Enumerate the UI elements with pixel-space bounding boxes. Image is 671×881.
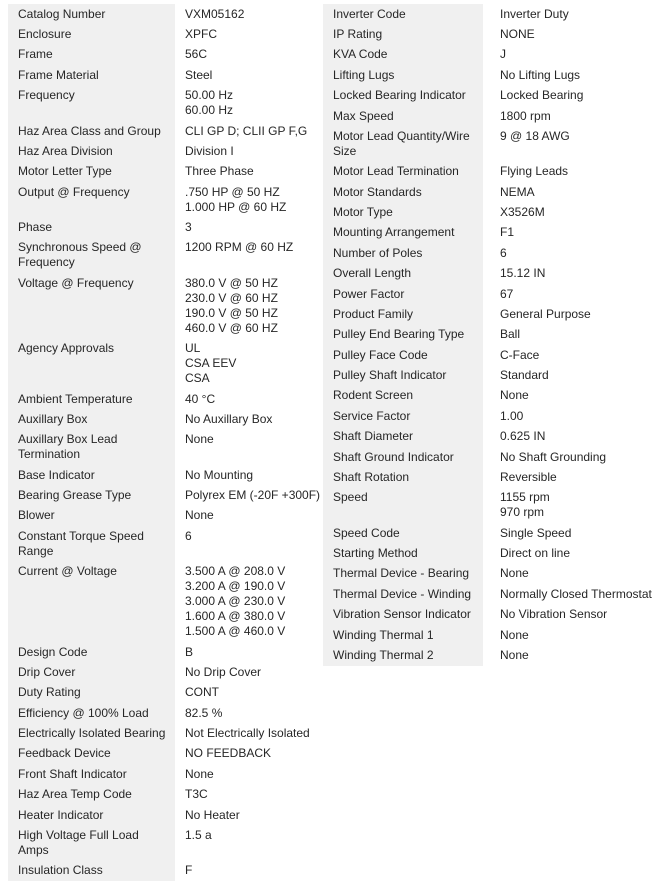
- spec-label: Shaft Ground Indicator: [323, 447, 483, 467]
- spec-label: Shaft Diameter: [323, 427, 483, 447]
- spec-label: High Voltage Full Load Amps: [8, 825, 175, 860]
- spec-row: [323, 223, 662, 243]
- spec-value-line: Reversible: [500, 469, 557, 484]
- spec-label: Winding Thermal 2: [323, 645, 483, 665]
- spec-label: Inverter Code: [323, 4, 483, 24]
- spec-value: [175, 506, 321, 526]
- spec-value: [483, 564, 662, 584]
- spec-label: Motor Type: [323, 202, 483, 222]
- spec-row: [323, 543, 662, 563]
- spec-value-line: 40 °C: [185, 391, 216, 406]
- spec-value-line: 1.5 a: [185, 827, 212, 842]
- spec-value-line: 0.625 IN: [500, 429, 546, 444]
- spec-value-line: 3.500 A @ 208.0 V: [185, 564, 286, 579]
- spec-value-line: 3: [185, 220, 192, 235]
- spec-row: [8, 141, 321, 161]
- spec-label: Frame: [8, 45, 175, 65]
- spec-label: Locked Bearing Indicator: [323, 86, 483, 106]
- spec-value: [175, 723, 321, 743]
- spec-row: [323, 4, 662, 24]
- spec-value: [483, 45, 662, 65]
- spec-value-line: 3.000 A @ 230.0 V: [185, 594, 286, 609]
- spec-label: Electrically Isolated Bearing: [8, 723, 175, 743]
- spec-label: Design Code: [8, 642, 175, 662]
- spec-value-line: .750 HP @ 50 HZ: [185, 184, 280, 199]
- spec-row: [8, 506, 321, 526]
- spec-value-line: 6: [185, 528, 192, 543]
- spec-value: [175, 217, 321, 237]
- spec-value-line: Direct on line: [500, 546, 571, 561]
- spec-label: Motor Standards: [323, 182, 483, 202]
- spec-value-line: Division I: [185, 143, 234, 158]
- spec-row: [323, 427, 662, 447]
- spec-label: Synchronous Speed @ Frequency: [8, 238, 175, 273]
- spec-value: [483, 427, 662, 447]
- spec-value-line: None: [500, 647, 529, 662]
- spec-value-line: No Lifting Lugs: [500, 67, 581, 82]
- spec-value: [483, 202, 662, 222]
- spec-row: [8, 662, 321, 682]
- spec-row: [323, 182, 662, 202]
- spec-row: [323, 406, 662, 426]
- spec-row: [8, 562, 321, 642]
- spec-label: Constant Torque Speed Range: [8, 526, 175, 561]
- spec-label: Frame Material: [8, 65, 175, 85]
- spec-value: [175, 526, 321, 561]
- spec-label: Pulley Shaft Indicator: [323, 365, 483, 385]
- spec-value-line: None: [500, 627, 529, 642]
- spec-value-line: UL: [185, 341, 201, 356]
- spec-label: Mounting Arrangement: [323, 223, 483, 243]
- spec-label: Voltage @ Frequency: [8, 273, 175, 338]
- spec-label: Number of Poles: [323, 243, 483, 263]
- spec-label: Motor Lead Termination: [323, 162, 483, 182]
- spec-label: Efficiency @ 100% Load: [8, 703, 175, 723]
- spec-value-line: 3.200 A @ 190.0 V: [185, 579, 286, 594]
- spec-value: [483, 345, 662, 365]
- spec-value: [483, 182, 662, 202]
- spec-value: [175, 861, 321, 881]
- spec-value: [175, 562, 321, 642]
- spec-label: Drip Cover: [8, 662, 175, 682]
- spec-row: [323, 202, 662, 222]
- spec-value-line: No Shaft Grounding: [500, 449, 607, 464]
- spec-value-line: None: [185, 766, 214, 781]
- spec-label: Max Speed: [323, 106, 483, 126]
- spec-row: [323, 386, 662, 406]
- spec-value: [175, 683, 321, 703]
- spec-value: [175, 162, 321, 182]
- spec-row: [8, 238, 321, 273]
- spec-row: [8, 86, 321, 121]
- spec-label: Auxillary Box Lead Termination: [8, 430, 175, 465]
- spec-row: [8, 785, 321, 805]
- spec-label: Haz Area Class and Group: [8, 121, 175, 141]
- spec-value: [175, 825, 321, 860]
- spec-row: [8, 805, 321, 825]
- spec-value-line: Inverter Duty: [500, 6, 569, 21]
- spec-label: Motor Letter Type: [8, 162, 175, 182]
- spec-value: [483, 4, 662, 24]
- spec-value-line: No Drip Cover: [185, 664, 262, 679]
- spec-value: [175, 65, 321, 85]
- spec-value: [175, 703, 321, 723]
- spec-value-line: 1.500 A @ 460.0 V: [185, 624, 286, 639]
- spec-value: [483, 223, 662, 243]
- spec-value-line: No Vibration Sensor: [500, 607, 608, 622]
- spec-label: Overall Length: [323, 264, 483, 284]
- spec-value-line: 9 @ 18 AWG: [500, 128, 570, 143]
- spec-row: [323, 365, 662, 385]
- spec-value-line: Three Phase: [185, 164, 254, 179]
- spec-row: [8, 121, 321, 141]
- spec-value-line: 1.000 HP @ 60 HZ: [185, 199, 287, 214]
- spec-value-line: 67: [500, 286, 514, 301]
- spec-row: [323, 45, 662, 65]
- spec-value-line: 1.00: [500, 408, 524, 423]
- spec-value: [175, 121, 321, 141]
- spec-row: [323, 584, 662, 604]
- spec-value: [175, 86, 321, 121]
- spec-value-line: Flying Leads: [500, 164, 569, 179]
- spec-value-line: 1155 rpm: [500, 490, 550, 505]
- spec-value: [483, 325, 662, 345]
- spec-value: [483, 243, 662, 263]
- spec-value-line: XPFC: [185, 27, 218, 42]
- spec-value: [175, 409, 321, 429]
- spec-value-line: F1: [500, 225, 515, 240]
- spec-value-line: VXM05162: [185, 6, 245, 21]
- spec-value-line: Not Electrically Isolated: [185, 726, 310, 741]
- spec-row: [323, 284, 662, 304]
- spec-value: [483, 106, 662, 126]
- spec-value: [483, 365, 662, 385]
- spec-value: [483, 488, 662, 523]
- spec-row: [323, 86, 662, 106]
- spec-label: Ambient Temperature: [8, 389, 175, 409]
- spec-value-line: 1.600 A @ 380.0 V: [185, 609, 286, 624]
- spec-label: Thermal Device - Winding: [323, 584, 483, 604]
- spec-row: [8, 339, 321, 389]
- spec-value: [175, 182, 321, 217]
- spec-row: [323, 304, 662, 324]
- spec-label: Speed Code: [323, 523, 483, 543]
- spec-label: Current @ Voltage: [8, 562, 175, 642]
- spec-value: [175, 339, 321, 389]
- spec-row: [323, 345, 662, 365]
- spec-value-line: C-Face: [500, 347, 540, 362]
- spec-label: Vibration Sensor Indicator: [323, 605, 483, 625]
- spec-row: [323, 162, 662, 182]
- spec-row: [323, 564, 662, 584]
- spec-label: KVA Code: [323, 45, 483, 65]
- spec-value-line: 380.0 V @ 50 HZ: [185, 275, 278, 290]
- spec-row: [323, 523, 662, 543]
- spec-value-line: 1200 RPM @ 60 HZ: [185, 240, 294, 255]
- spec-label: Blower: [8, 506, 175, 526]
- spec-value: [175, 389, 321, 409]
- spec-value: [175, 642, 321, 662]
- spec-value-line: No Mounting: [185, 467, 254, 482]
- spec-label: Duty Rating: [8, 683, 175, 703]
- spec-label: Power Factor: [323, 284, 483, 304]
- spec-label: Lifting Lugs: [323, 65, 483, 85]
- spec-value: [483, 264, 662, 284]
- spec-value-line: General Purpose: [500, 306, 591, 321]
- spec-label: Catalog Number: [8, 4, 175, 24]
- spec-label: Motor Lead Quantity/Wire Size: [323, 126, 483, 161]
- spec-value-line: NO FEEDBACK: [185, 746, 272, 761]
- spec-label: IP Rating: [323, 24, 483, 44]
- spec-value: [483, 625, 662, 645]
- spec-value: [175, 485, 321, 505]
- spec-row: [8, 703, 321, 723]
- spec-value: [175, 744, 321, 764]
- spec-value-line: Standard: [500, 368, 549, 383]
- spec-value: [175, 805, 321, 825]
- spec-row: [8, 4, 321, 24]
- spec-row: [323, 243, 662, 263]
- spec-value-line: B: [185, 644, 194, 659]
- spec-value-line: CSA EEV: [185, 356, 237, 371]
- spec-label: Heater Indicator: [8, 805, 175, 825]
- spec-row: [323, 264, 662, 284]
- spec-row: [8, 409, 321, 429]
- spec-row: [8, 162, 321, 182]
- spec-row: [8, 430, 321, 465]
- spec-table-right: [323, 4, 662, 666]
- spec-value-line: F: [185, 863, 193, 878]
- spec-row: [8, 65, 321, 85]
- spec-value: [483, 605, 662, 625]
- spec-value-line: 50.00 Hz: [185, 88, 234, 103]
- spec-value: [483, 86, 662, 106]
- spec-row: [323, 325, 662, 345]
- spec-value-line: No Auxillary Box: [185, 411, 273, 426]
- spec-label: Haz Area Temp Code: [8, 785, 175, 805]
- spec-value-line: Polyrex EM (-20F +300F): [185, 488, 321, 503]
- spec-row: [8, 485, 321, 505]
- spec-value-line: 970 rpm: [500, 505, 545, 520]
- spec-label: Starting Method: [323, 543, 483, 563]
- spec-value: [483, 543, 662, 563]
- spec-value: [483, 126, 662, 161]
- spec-row: [8, 389, 321, 409]
- spec-value-line: Ball: [500, 327, 521, 342]
- spec-value: [175, 662, 321, 682]
- spec-label: Pulley Face Code: [323, 345, 483, 365]
- spec-value: [483, 467, 662, 487]
- spec-value-line: Single Speed: [500, 525, 572, 540]
- spec-row: [323, 625, 662, 645]
- spec-value: [483, 386, 662, 406]
- spec-label: Pulley End Bearing Type: [323, 325, 483, 345]
- spec-value-line: None: [500, 566, 529, 581]
- spec-value-line: 190.0 V @ 50 HZ: [185, 305, 278, 320]
- spec-label: Enclosure: [8, 24, 175, 44]
- spec-row: [323, 488, 662, 523]
- spec-value-line: CLI GP D; CLII GP F,G: [185, 123, 308, 138]
- spec-row: [323, 447, 662, 467]
- spec-label: Agency Approvals: [8, 339, 175, 389]
- spec-value-line: 56C: [185, 47, 208, 62]
- spec-value-line: 15.12 IN: [500, 266, 546, 281]
- spec-value: [483, 645, 662, 665]
- spec-label: Service Factor: [323, 406, 483, 426]
- spec-value: [483, 162, 662, 182]
- spec-value: [175, 764, 321, 784]
- spec-value-line: Locked Bearing: [500, 88, 584, 103]
- spec-label: Feedback Device: [8, 744, 175, 764]
- spec-row: [323, 65, 662, 85]
- spec-label: Haz Area Division: [8, 141, 175, 161]
- spec-value-line: None: [185, 432, 214, 447]
- spec-row: [323, 126, 662, 161]
- spec-value: [175, 24, 321, 44]
- spec-label: Shaft Rotation: [323, 467, 483, 487]
- spec-table-left: [8, 4, 321, 881]
- spec-label: Auxillary Box: [8, 409, 175, 429]
- spec-row: [8, 764, 321, 784]
- spec-row: [323, 467, 662, 487]
- spec-label: Front Shaft Indicator: [8, 764, 175, 784]
- spec-value: [175, 465, 321, 485]
- spec-value: [483, 304, 662, 324]
- spec-value: [483, 523, 662, 543]
- spec-value-line: No Heater: [185, 807, 240, 822]
- spec-label: Winding Thermal 1: [323, 625, 483, 645]
- spec-row: [8, 526, 321, 561]
- spec-label: Frequency: [8, 86, 175, 121]
- spec-value: [483, 584, 662, 604]
- spec-value-line: T3C: [185, 787, 208, 802]
- spec-value: [483, 406, 662, 426]
- spec-label: Rodent Screen: [323, 386, 483, 406]
- spec-value-line: 82.5 %: [185, 705, 223, 720]
- spec-value: [483, 24, 662, 44]
- spec-row: [8, 723, 321, 743]
- spec-value-line: Steel: [185, 67, 213, 82]
- spec-row: [8, 744, 321, 764]
- spec-value-line: 60.00 Hz: [185, 103, 234, 118]
- spec-value-line: None: [185, 508, 214, 523]
- spec-label: Base Indicator: [8, 465, 175, 485]
- spec-row: [8, 825, 321, 860]
- spec-value-line: NEMA: [500, 184, 535, 199]
- spec-value-line: NONE: [500, 27, 535, 42]
- spec-value-line: CONT: [185, 685, 219, 700]
- spec-row: [8, 683, 321, 703]
- spec-value: [483, 447, 662, 467]
- spec-row: [323, 24, 662, 44]
- spec-value: [175, 4, 321, 24]
- spec-value-line: 230.0 V @ 60 HZ: [185, 290, 278, 305]
- spec-row: [323, 605, 662, 625]
- spec-label: Product Family: [323, 304, 483, 324]
- spec-row: [8, 24, 321, 44]
- spec-value: [175, 45, 321, 65]
- spec-label: Bearing Grease Type: [8, 485, 175, 505]
- spec-value-line: CSA: [185, 371, 210, 386]
- spec-label: Phase: [8, 217, 175, 237]
- spec-value: [175, 238, 321, 273]
- spec-label: Insulation Class: [8, 861, 175, 881]
- spec-row: [8, 217, 321, 237]
- spec-row: [8, 642, 321, 662]
- spec-row: [323, 106, 662, 126]
- spec-value-line: Normally Closed Thermostat: [500, 586, 652, 601]
- spec-value: [483, 284, 662, 304]
- spec-value-line: 6: [500, 245, 507, 260]
- spec-value: [175, 141, 321, 161]
- spec-row: [8, 465, 321, 485]
- spec-value-line: None: [500, 388, 529, 403]
- spec-value: [175, 273, 321, 338]
- spec-row: [8, 182, 321, 217]
- spec-value-line: 1800 rpm: [500, 108, 551, 123]
- spec-value-line: 460.0 V @ 60 HZ: [185, 320, 278, 335]
- spec-row: [8, 45, 321, 65]
- spec-value: [483, 65, 662, 85]
- spec-row: [8, 273, 321, 338]
- spec-label: Thermal Device - Bearing: [323, 564, 483, 584]
- spec-value-line: X3526M: [500, 205, 545, 220]
- spec-value: [175, 430, 321, 465]
- spec-label: Output @ Frequency: [8, 182, 175, 217]
- spec-row: [8, 861, 321, 881]
- spec-value: [175, 785, 321, 805]
- spec-label: Speed: [323, 488, 483, 523]
- spec-value-line: J: [500, 47, 506, 62]
- spec-row: [323, 645, 662, 665]
